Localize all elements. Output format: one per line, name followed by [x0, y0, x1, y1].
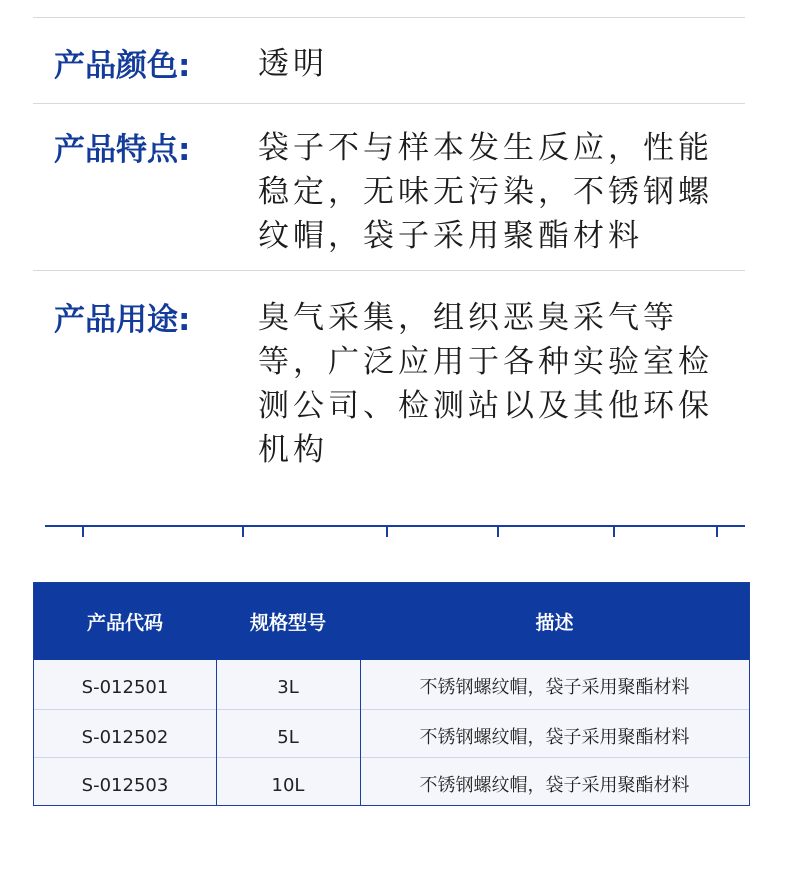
spec-color-label: 产品颜色: [54, 48, 191, 84]
column-divider [216, 660, 217, 805]
ruler-tick [497, 525, 499, 537]
ruler-tick [82, 525, 84, 537]
ruler-tick [613, 525, 615, 537]
cell-spec-model: 5L [277, 727, 299, 748]
column-divider [360, 660, 361, 805]
cell-description: 不锈钢螺纹帽，袋子采用聚酯材料 [419, 727, 690, 748]
table-header [34, 583, 749, 660]
ruler-tick [716, 525, 718, 537]
divider-2 [33, 270, 745, 271]
spec-features-label: 产品特点: [54, 132, 191, 168]
table-row [34, 757, 749, 805]
cell-description: 不锈钢螺纹帽，袋子采用聚酯材料 [419, 677, 690, 698]
spec-color-value: 透明 [258, 46, 328, 82]
ruler-tick [386, 525, 388, 537]
header-spec-model: 规格型号 [249, 612, 326, 634]
cell-spec-model: 10L [271, 775, 305, 796]
divider-1 [33, 103, 745, 104]
table-body [34, 660, 749, 805]
ruler-tick [242, 525, 244, 537]
table-row [34, 660, 749, 708]
cell-product-code: S-012502 [81, 727, 169, 748]
spec-features-value: 袋子不与样本发生反应，性能稳定，无味无污染，不锈钢螺纹帽，袋子采用聚酯材料 [258, 130, 713, 254]
table-row [34, 709, 749, 757]
cell-spec-model: 3L [277, 677, 299, 698]
divider-top [33, 17, 745, 18]
header-product-code: 产品代码 [86, 612, 163, 634]
spec-usage-value: 臭气采集，组织恶臭采气等等，广泛应用于各种实验室检测公司、检测站以及其他环保机构 [258, 300, 713, 468]
decorative-ruler [45, 525, 745, 527]
product-table [33, 582, 750, 806]
cell-product-code: S-012503 [81, 775, 169, 796]
cell-product-code: S-012501 [81, 677, 169, 698]
cell-description: 不锈钢螺纹帽，袋子采用聚酯材料 [419, 775, 690, 796]
header-description: 描述 [535, 612, 574, 634]
spec-usage-label: 产品用途: [54, 302, 191, 338]
